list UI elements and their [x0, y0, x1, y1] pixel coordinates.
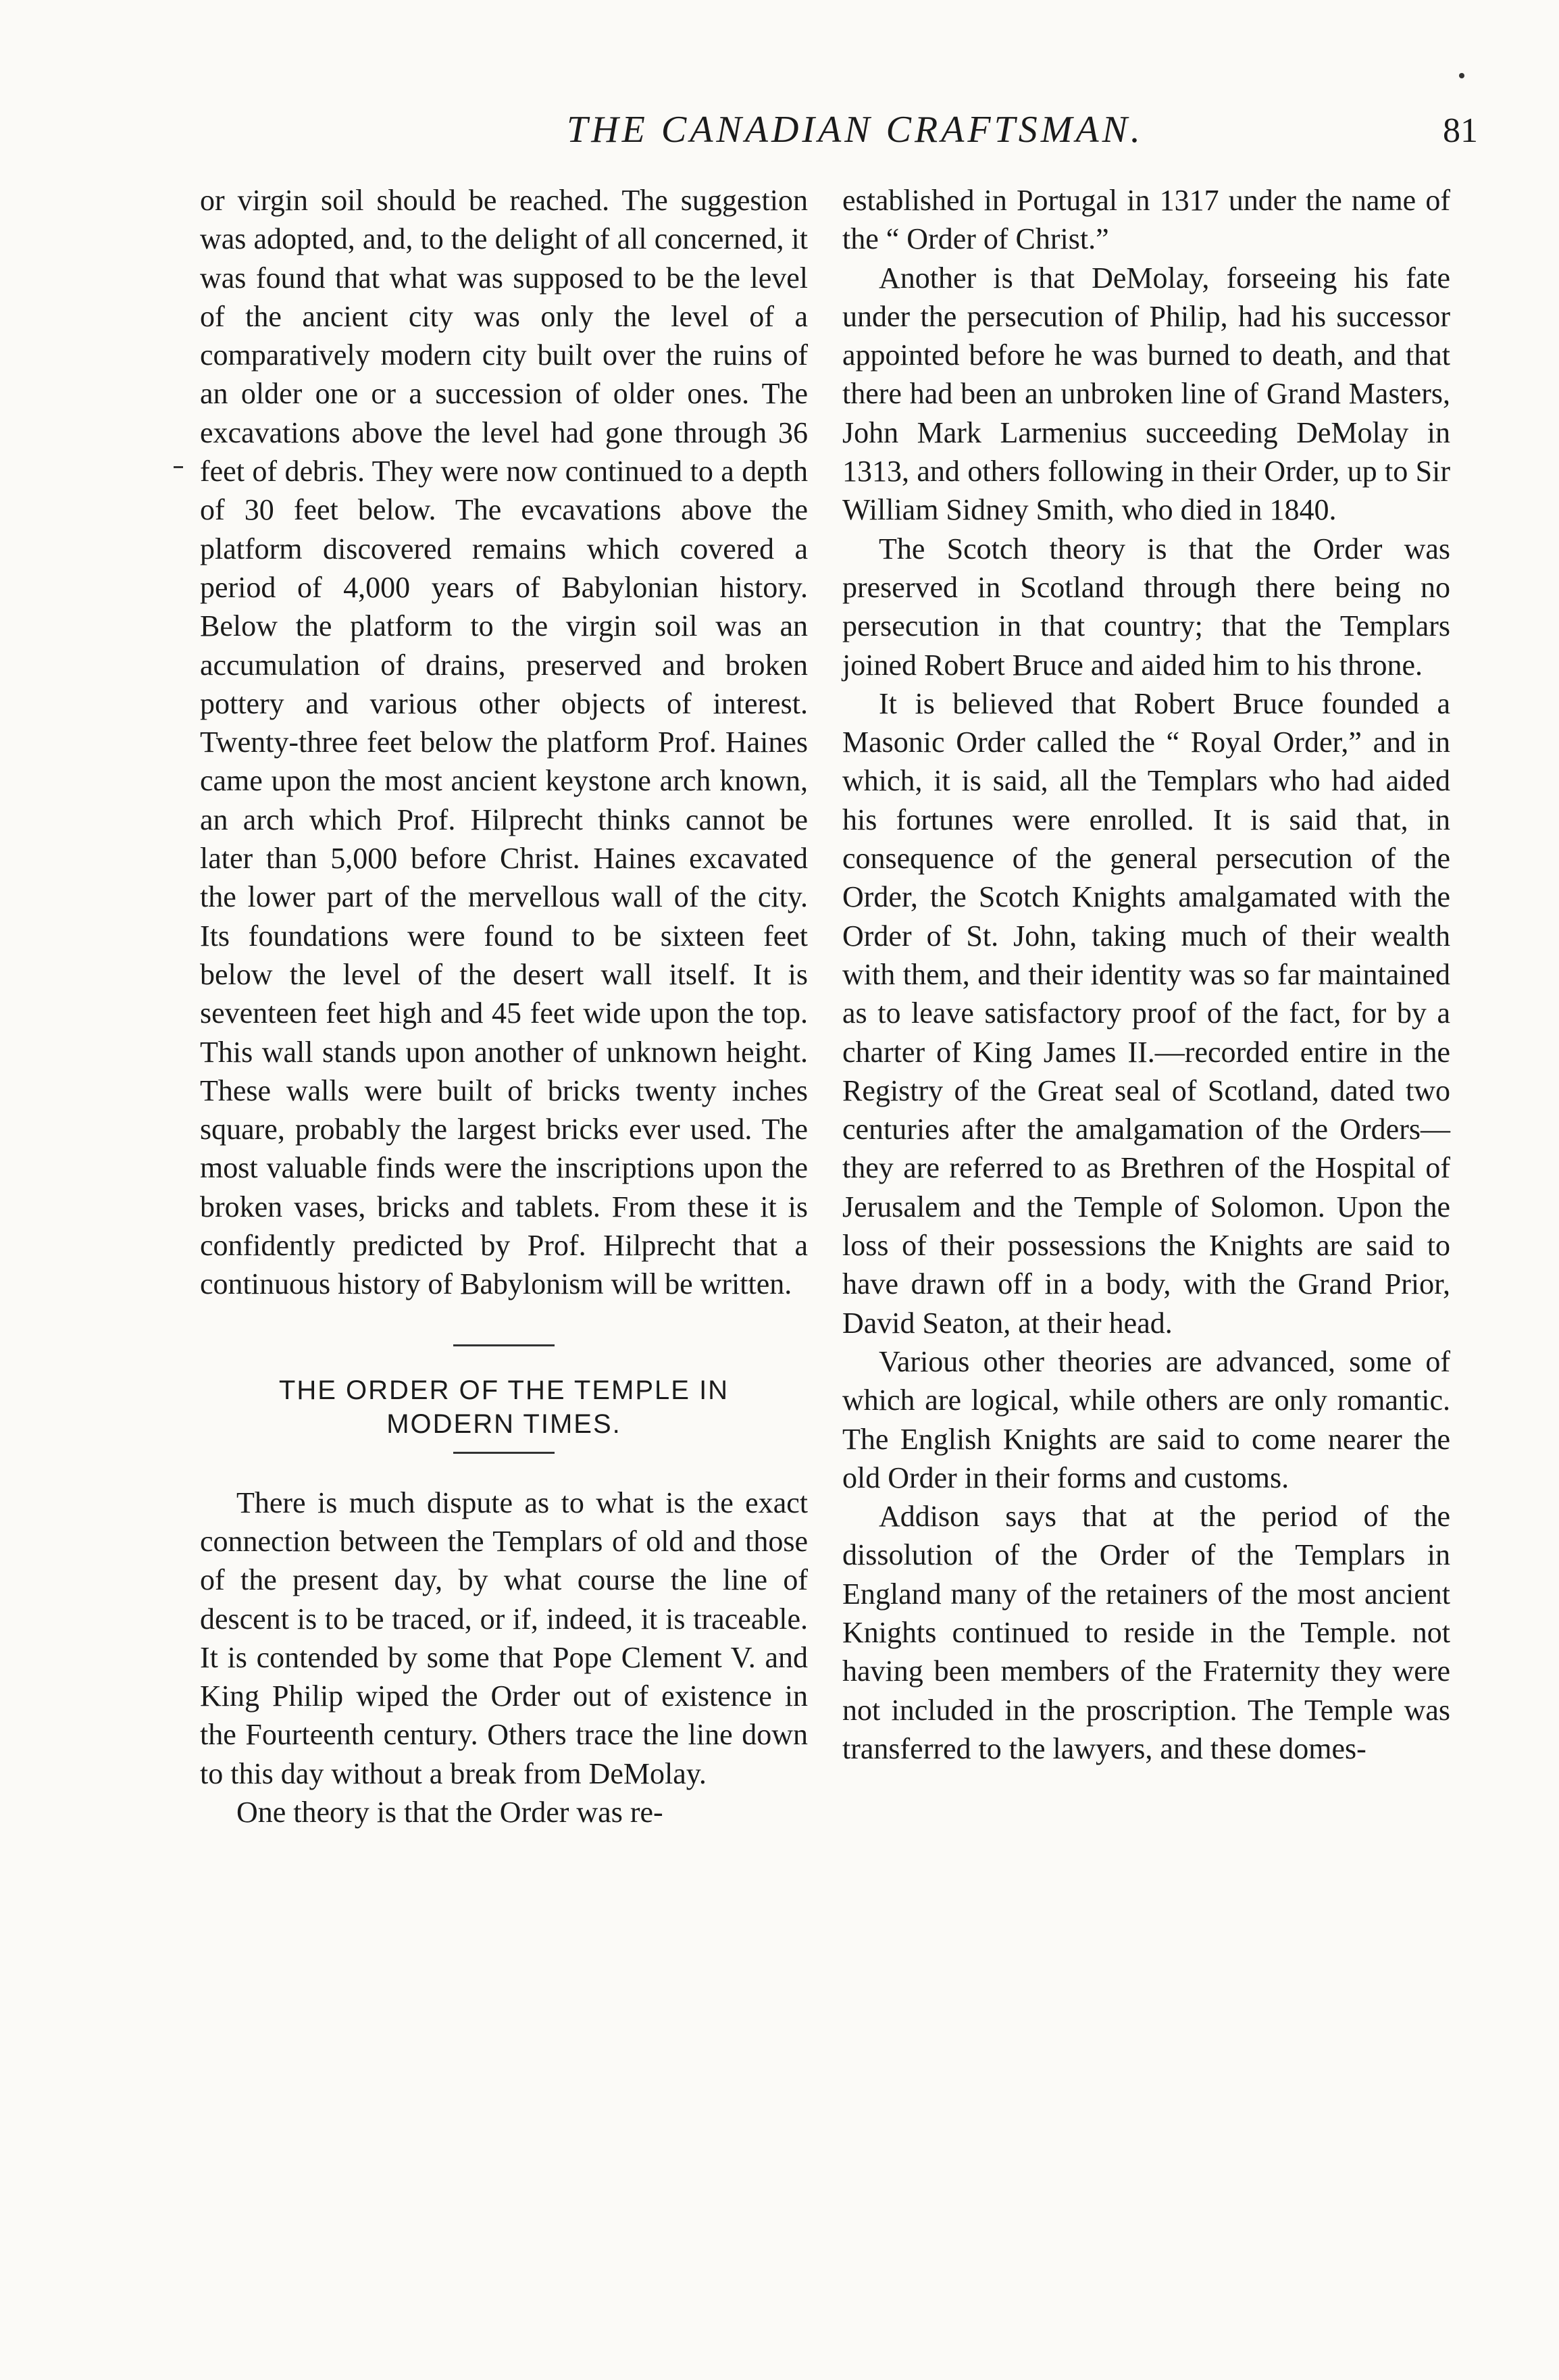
- page-header: [200, 108, 1478, 155]
- paragraph: Various other theories are advanced, some of which are logical, while others are only romantic. The English Knights are said to come nearer the old Order in their forms and customs.: [842, 1344, 1450, 1494]
- paragraph: There is much dispute as to what is the exact connection between the Templars of old and those of the present day, by what course the line of descent is to be traced, or if, indeed, it is traceable. It is contended by some that Pope Clement V. and King Philip wiped the Order out of existence in the Fourteenth century. Others trace the line down to this day without a break from DeMolay.: [200, 1486, 808, 1790]
- section-rule-top: [453, 1344, 555, 1346]
- section-heading-line-1: THE ORDER OF THE TEMPLE IN: [278, 1375, 730, 1405]
- section-rule-bottom: [453, 1452, 555, 1454]
- section-heading-line-2: MODERN TIMES.: [386, 1409, 621, 1439]
- paragraph: Another is that DeMolay, forseeing his fate under the persecution of Philip, had his successor appointed before he was burned to death, and that there had been an unbroken line of Grand Masters, John Mark Larmenius succeeding DeMolay in 1313, and others following in their Order, up to Sir William Sidney Smith, who died in 1840.: [842, 261, 1450, 527]
- running-title: THE CANADIAN CRAFTSMAN.: [567, 109, 1144, 151]
- paragraph: It is believed that Robert Bruce founded a Masonic Order called the “ Royal Order,” and in which, it is said, all the Templars who had aided his fortunes were enrolled. It is said that, in consequence of the general persecution of the Order, the Scotch Knights amalgamated with the Order of St. John, taking much of their wealth with them, and their identity was so far maintained as to leave satisfactory proof of the fact, for by a charter of King James II.—recorded entire in the Registry of the Great seal of Scotland, dated two centuries after the amalgamation of the Orders—they are referred to as Brethren of the Hospital of Jerusalem and the Temple of Solomon. Upon the loss of their possessions the Knights are said to have drawn off in a body, with the Grand Prior, David Seaton, at their head.: [842, 686, 1450, 1340]
- paragraph: The Scotch theory is that the Order was preserved in Scotland through there being no persecution in that country; that the Templars joined Robert Bruce and aided him to his throne.: [842, 532, 1450, 682]
- paragraph: established in Portugal in 1317 under the name of the “ Order of Christ.”: [842, 184, 1450, 256]
- paragraph: One theory is that the Order was re-: [236, 1795, 663, 1829]
- paragraph: or virgin soil should be reached. The suggestion was adopted, and, to the delight of all concerned, it was found that what was supposed to be the level of the ancient city was only the level of a comparatively modern city built over the ruins of an older one or a succession of older ones. The excavations above the level had gone through 36 feet of debris. They were now continued to a depth of 30 feet below. The evcavations above the platform discovered remains which covered a period of 4,000 years of Babylonian history. Below the platform to the virgin soil was an accumulation of drains, preserved and broken pottery and various other objects of interest. Twenty-three feet below the platform Prof. Haines came upon the most ancient keystone arch known, an arch which Prof. Hilprecht thinks cannot be later than 5,000 before Christ. Haines excavated the lower part of the mervellous wall of the city. Its foundations were found to be sixteen feet below the level of the desert wall itself. It is seventeen feet high and 45 feet wide upon the top. This wall stands upon another of unknown height. These walls were built of bricks twenty inches square, probably the largest bricks ever used. The most valuable finds were the inscriptions upon the broken vases, bricks and tablets. From these it is confidently predicted by Prof. Hilprecht that a continuous history of Babylonism will be written.: [200, 184, 808, 1301]
- page-number: 81: [1443, 111, 1478, 150]
- ink-speck: [1459, 73, 1464, 78]
- ink-dash: [174, 466, 183, 468]
- left-column: [200, 181, 808, 1831]
- right-column: [842, 181, 1450, 1768]
- paragraph: Addison says that at the period of the dissolution of the Order of the Templars in England many of the retainers of the most ancient Knights continued to reside in the Temple. not having been members of the Fraternity they were not included in the proscription. The Temple was transferred to the lawyers, and these domes-: [842, 1500, 1450, 1765]
